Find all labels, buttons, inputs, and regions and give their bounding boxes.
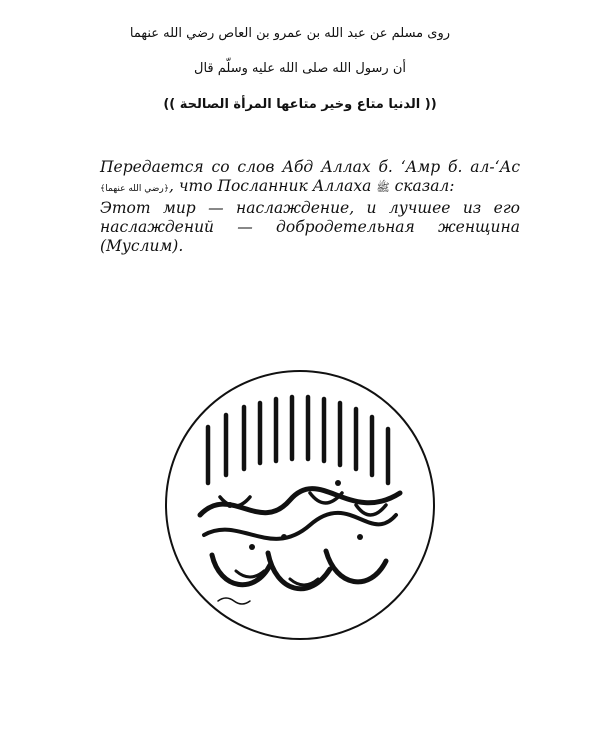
translation-intro-part3: сказал:: [394, 177, 455, 195]
russian-translation: [100, 158, 520, 256]
arabic-prophet-said-line: أن رسول الله صلى الله عليه وسلّم قال: [194, 61, 406, 76]
arabic-hadith-text: (( الدنيا متاع وخير متاعها المرأة الصالحة )): [163, 97, 437, 112]
translation-intro-part2: , что Посланник Аллаха: [169, 177, 372, 195]
translation-quote: Этот мир — наслаждение, и лучшее из его наслаждений — добродетельная женщина (Муслим).: [100, 199, 520, 255]
translation-intro: [100, 158, 520, 199]
medallion-circle: [166, 371, 434, 639]
translation-intro-part1: Передается со слов Абд Аллах б. ‘Амр б. ал-‘Ас: [100, 158, 520, 176]
calligraphy-medallion: [160, 365, 440, 645]
calligraphy-artwork: [200, 397, 400, 604]
salawat-icon: ﷺ: [376, 181, 390, 194]
arabic-narration-line: روى مسلم عن عبد الله بن عمرو بن العاص رضي الله عنهما: [129, 26, 450, 41]
arabic-honorific: ﴿رضي الله عنهما﴾: [100, 184, 169, 194]
